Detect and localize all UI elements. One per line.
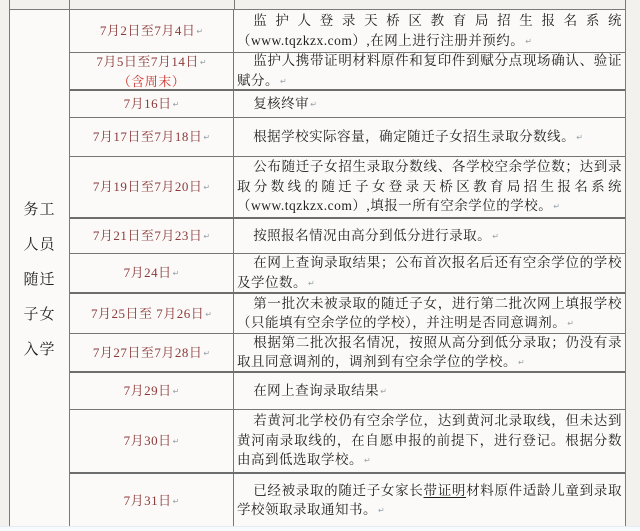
content-cell (234, 157, 625, 217)
task-text: 根据学校实际容量，确定随迁子女招生录取分数线。 (253, 128, 576, 144)
date-cell (70, 219, 234, 253)
date-cell (70, 91, 234, 117)
date-text: 7月17日至7月18日 (92, 129, 203, 144)
task-text: 根据第二批次报名情况，按照从高分到低分录取；仍没有录取且同意调剂的，调剂到有空余学位的学校。 (237, 334, 622, 369)
date-text: 7月5日至7月14日 (96, 53, 199, 69)
date-text: 7月24日 (123, 265, 172, 280)
date-cell (70, 294, 234, 333)
content-cell (234, 410, 625, 472)
date-text: 7月30日 (123, 433, 172, 448)
date-cell (70, 410, 234, 472)
paragraph-mark-icon: ↵ (380, 386, 387, 396)
table-row (70, 334, 625, 373)
content-cell (234, 118, 625, 156)
content-cell (234, 53, 625, 89)
date-text: 7月19日至7月20日 (92, 179, 203, 194)
paragraph-mark-icon: ↵ (172, 496, 180, 506)
paragraph-mark-icon: ↵ (203, 183, 211, 192)
date-cell (70, 53, 234, 89)
paragraph-mark-icon: ↵ (378, 506, 385, 515)
task-text: 第一批次未被录取的随迁子女，进行第二批次网上填报学校（只能填有空余学位的学校），并注明是否同意调剂。 (237, 295, 622, 330)
table-row (70, 219, 625, 254)
date-cell (70, 474, 234, 527)
date-text: 7月29日 (123, 383, 172, 398)
table-border-stub (69, 0, 70, 9)
table-row (70, 53, 625, 91)
table-row (70, 254, 625, 294)
content-cell (234, 334, 625, 371)
task-text: 复核终审 (253, 95, 310, 111)
table-row (70, 410, 625, 474)
task-text: 材料原件适龄儿童到录取学校领取录取通知书。 (237, 482, 623, 517)
cutoff-table-row (0, 0, 640, 9)
table-border-stub (234, 0, 235, 9)
content-cell (234, 373, 625, 409)
content-cell (234, 474, 625, 527)
task-text: 已经被录取的随迁子女家长 (253, 482, 424, 498)
paragraph-mark-icon: ↵ (567, 319, 574, 328)
table-row (70, 157, 625, 219)
content-cell (234, 219, 625, 253)
enrollment-schedule-table (9, 9, 626, 528)
table-row (70, 91, 625, 118)
date-cell (70, 334, 234, 371)
paragraph-mark-icon: ↵ (492, 231, 499, 241)
date-note: （含周末） (117, 73, 186, 89)
date-text: 7月2日至7月4日 (99, 23, 196, 38)
category-label-line: 务工 (23, 202, 56, 218)
paragraph-mark-icon: ↵ (172, 387, 180, 396)
paragraph-mark-icon: ↵ (205, 309, 212, 319)
paragraph-mark-icon: ↵ (553, 202, 560, 212)
paragraph-mark-icon: ↵ (576, 132, 583, 142)
table-row (70, 294, 625, 334)
table-row (70, 10, 625, 53)
paragraph-mark-icon: ↵ (310, 99, 317, 109)
bottom-strip (0, 526, 640, 531)
schedule-rows (70, 10, 625, 527)
task-text: 公布随迁子女招生录取分数线、各学校空余学位数；达到录取分数线的随迁子女登录天桥区教育局招生报名系统（www.tqzkzx.com）,填报一所有空余学位的学校。 (237, 159, 622, 214)
task-text: 若黄河北学校仍有空余学位，达到黄河北录取线，但未达到黄河南录取线的，在自愿申报的前提下，进行登记。根据分数由高到低选取学校。 (237, 413, 622, 468)
category-label-line: 随迁 (23, 272, 56, 288)
date-cell (70, 254, 234, 292)
paragraph-mark-icon: ↵ (172, 100, 180, 109)
date-cell (70, 118, 234, 156)
task-text: 监护人登录天桥区教育局招生报名系统（www.tqzkzx.com）,在网上进行注册并预约。 (237, 13, 622, 48)
category-label-line: 子女 (23, 307, 56, 323)
paragraph-mark-icon: ↵ (203, 133, 211, 142)
paragraph-mark-icon: ↵ (172, 269, 180, 278)
table-border-stub (625, 0, 626, 9)
date-text: 7月27日至7月28日 (92, 344, 203, 360)
paragraph-mark-icon: ↵ (199, 57, 207, 67)
table-border-stub (9, 0, 10, 9)
content-cell (234, 91, 625, 117)
task-text: 按照报名情况由高分到低分进行录取。 (253, 227, 492, 243)
task-text: 监护人携带证明材料原件和复印件到赋分点现场确认、验证赋分。 (237, 53, 622, 88)
paragraph-mark-icon: ↵ (525, 36, 532, 46)
paragraph-mark-icon: ↵ (196, 27, 204, 36)
content-cell (234, 10, 625, 52)
paragraph-mark-icon: ↵ (280, 76, 287, 86)
category-label-line: 入学 (23, 342, 56, 358)
table-row (70, 474, 625, 527)
task-text: 在网上查询录取结果；公布首次报名后还有空余学位的学校及学位数。 (237, 255, 622, 290)
date-text: 7月31日 (123, 492, 172, 508)
paragraph-mark-icon: ↵ (364, 456, 371, 466)
date-cell (70, 10, 234, 52)
table-row (70, 118, 625, 157)
category-label-line: 人员 (23, 237, 56, 253)
paragraph-mark-icon: ↵ (172, 437, 180, 446)
paragraph-mark-icon: ↵ (203, 348, 211, 358)
category-merged-cell (10, 10, 70, 527)
date-text: 7月25日至 7月26日 (91, 305, 205, 321)
date-cell (70, 157, 234, 217)
content-cell (234, 254, 625, 292)
content-cell (234, 294, 625, 333)
task-text: 在网上查询录取结果 (253, 382, 380, 398)
table-row (70, 373, 625, 410)
date-text: 7月16日 (123, 96, 172, 111)
underlined-text: 带证明 (423, 482, 467, 498)
paragraph-mark-icon: ↵ (518, 358, 525, 367)
paragraph-mark-icon: ↵ (308, 278, 315, 288)
date-cell (70, 373, 234, 409)
date-text: 7月21日至7月23日 (92, 228, 203, 243)
paragraph-mark-icon: ↵ (203, 232, 211, 241)
